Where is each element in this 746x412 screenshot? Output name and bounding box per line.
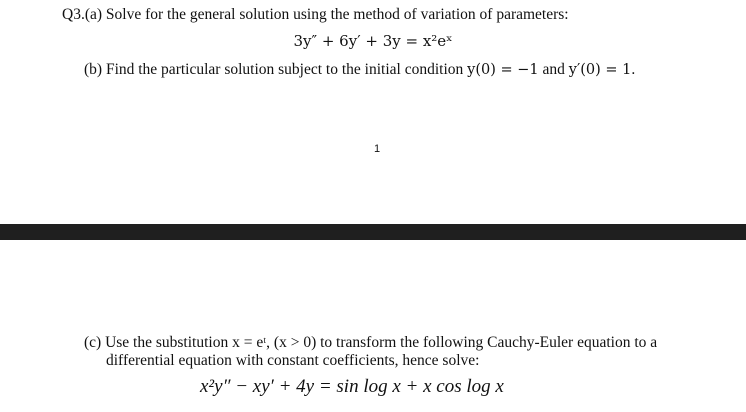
question-a-equation: 3y″ + 6y′ + 3y = x²eˣ (293, 32, 453, 50)
question-a-text: Q3.(a) Solve for the general solution using the method of variation of parameters: (62, 6, 569, 23)
question-c-line-2: differential equation with constant coefficients, hence solve: (106, 352, 480, 369)
page-divider (0, 224, 746, 240)
page-number (0, 143, 746, 155)
initial-condition-1: y(0) = −1 (467, 62, 539, 78)
question-b (84, 61, 635, 79)
cauchy-euler-equation: x²y″ − xy′ + 4y = sin log x + x cos log x (200, 376, 504, 397)
question-b-text: (b) Find the particular solution subject to the initial condition (84, 61, 468, 78)
page-number-label: 1 (373, 143, 381, 155)
question-c-line-1: (c) Use the substitution x = eᵗ, (x > 0) to transform the following Cauchy-Euler equation to a (84, 334, 658, 351)
question-b-end: . (631, 61, 636, 78)
initial-condition-2: y′(0) = 1 (568, 62, 632, 78)
question-b-joiner: and (538, 61, 569, 78)
